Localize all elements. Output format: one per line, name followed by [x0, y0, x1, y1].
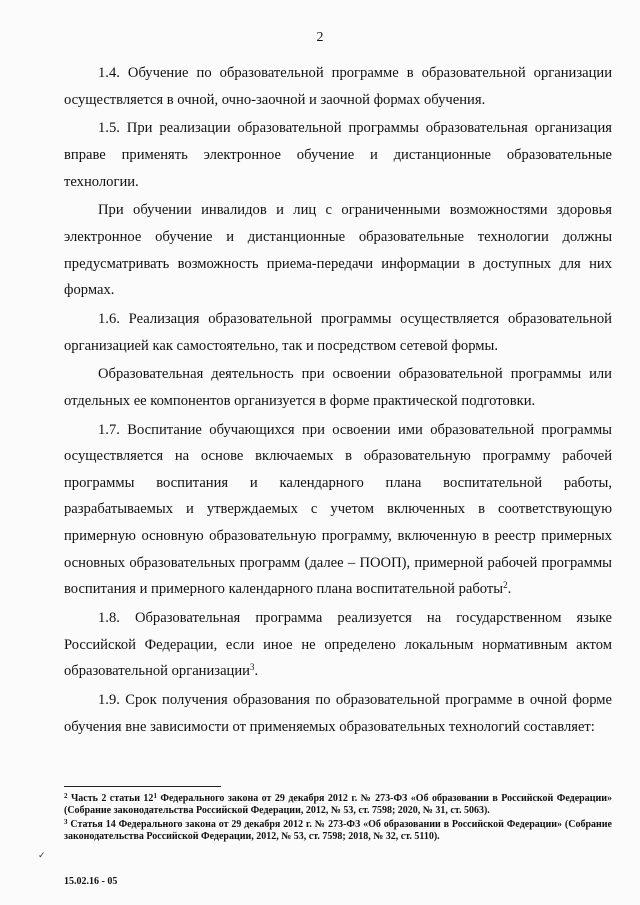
paragraph-practical-training: [64, 361, 612, 414]
paragraph-1-6: [64, 306, 612, 359]
paragraph-text: 1.6. Реализация образовательной программы осуществляется образовательной организацией как самостоятельно, так и посредством сетевой формы.: [64, 310, 612, 354]
footnote-inner-sup: 1: [153, 792, 157, 800]
paragraph-1-8: [64, 605, 612, 685]
paragraph-end: .: [254, 663, 259, 680]
paragraph-text: Образовательная деятельность при освоении образовательной программы или отдельных ее компонентов организуется в форме практической подготовки.: [64, 366, 612, 409]
footnote-reference[interactable]: 3: [249, 662, 255, 673]
paragraph-text: 1.7. Воспитание обучающихся при освоении ими образовательной программы осуществляется на основе включаемых в образовательную программу рабочей программы воспитания и календарного плана воспитательной работы, разрабатываемых и утверждаемых с учетом включенных в соответствующую примерную основную образовательную программу, включенную в реестр примерных основных образовательных программ (далее – ПООП), примерной рабочей программы воспитания и примерного календарного плана воспитательной работы: [64, 421, 612, 598]
footnote-separator: [64, 786, 221, 787]
scan-mark: ✓: [38, 850, 46, 860]
paragraph-1-5: [64, 115, 612, 195]
paragraph-1-9: [64, 687, 612, 740]
footnote-reference[interactable]: 2: [503, 580, 508, 591]
paragraph-text: 1.5. При реализации образовательной программы образовательная организация вправе применять электронное обучение и дистанционные образовательные технологии.: [64, 120, 612, 190]
paragraph-disabled-learners: [64, 197, 612, 303]
footnote-2: [64, 793, 612, 818]
paragraph-end: .: [507, 581, 512, 598]
paragraph-text: 1.4. Обучение по образовательной программе в образовательной организации осуществляется в очной, очно-заочной и заочной формах обучения.: [64, 65, 612, 108]
footnote-mark: 3: [64, 817, 68, 826]
footnote-text-cont: Федерального закона от 29 декабря 2012 г. № 273-ФЗ «Об образовании в Российской Федерации» (Собрание законодательства Российской Федерации, 2012, № 53, ст. 7598; 2020, № 31, ст. 5063).: [64, 793, 612, 817]
document-body: [64, 60, 612, 742]
footnote-3: [64, 819, 612, 844]
footnote-text: Статья 14 Федерального закона от 29 декабря 2012 г. № 273-ФЗ «Об образовании в Российской Федерации» (Собрание законодательства Российской Федерации, 2012, № 53, ст. 7598; 2018, № 32, ст. 5110).: [64, 818, 612, 843]
footnotes: [64, 793, 612, 845]
document-code: 15.02.16 - 05: [64, 876, 118, 887]
page-number: 2: [316, 30, 324, 45]
footnote-text: Часть 2 статьи 12: [67, 793, 154, 804]
paragraph-text: 1.8. Образовательная программа реализуется на государственном языке Российской Федерации, если иное не определено локальным нормативным актом образовательной организации: [64, 610, 612, 680]
paragraph-text: При обучении инвалидов и лиц с ограниченными возможностями здоровья электронное обучение и дистанционные образовательные технологии должны предусматривать возможность приема-передачи информации в доступных для них формах.: [64, 202, 612, 299]
paragraph-1-7: [64, 417, 612, 603]
footnote-mark: 2: [64, 792, 68, 800]
paragraph-1-4: [64, 60, 612, 113]
paragraph-text: 1.9. Срок получения образования по образовательной программе в очной форме обучения вне зависимости от применяемых образовательных технологий составляет:: [64, 691, 612, 735]
